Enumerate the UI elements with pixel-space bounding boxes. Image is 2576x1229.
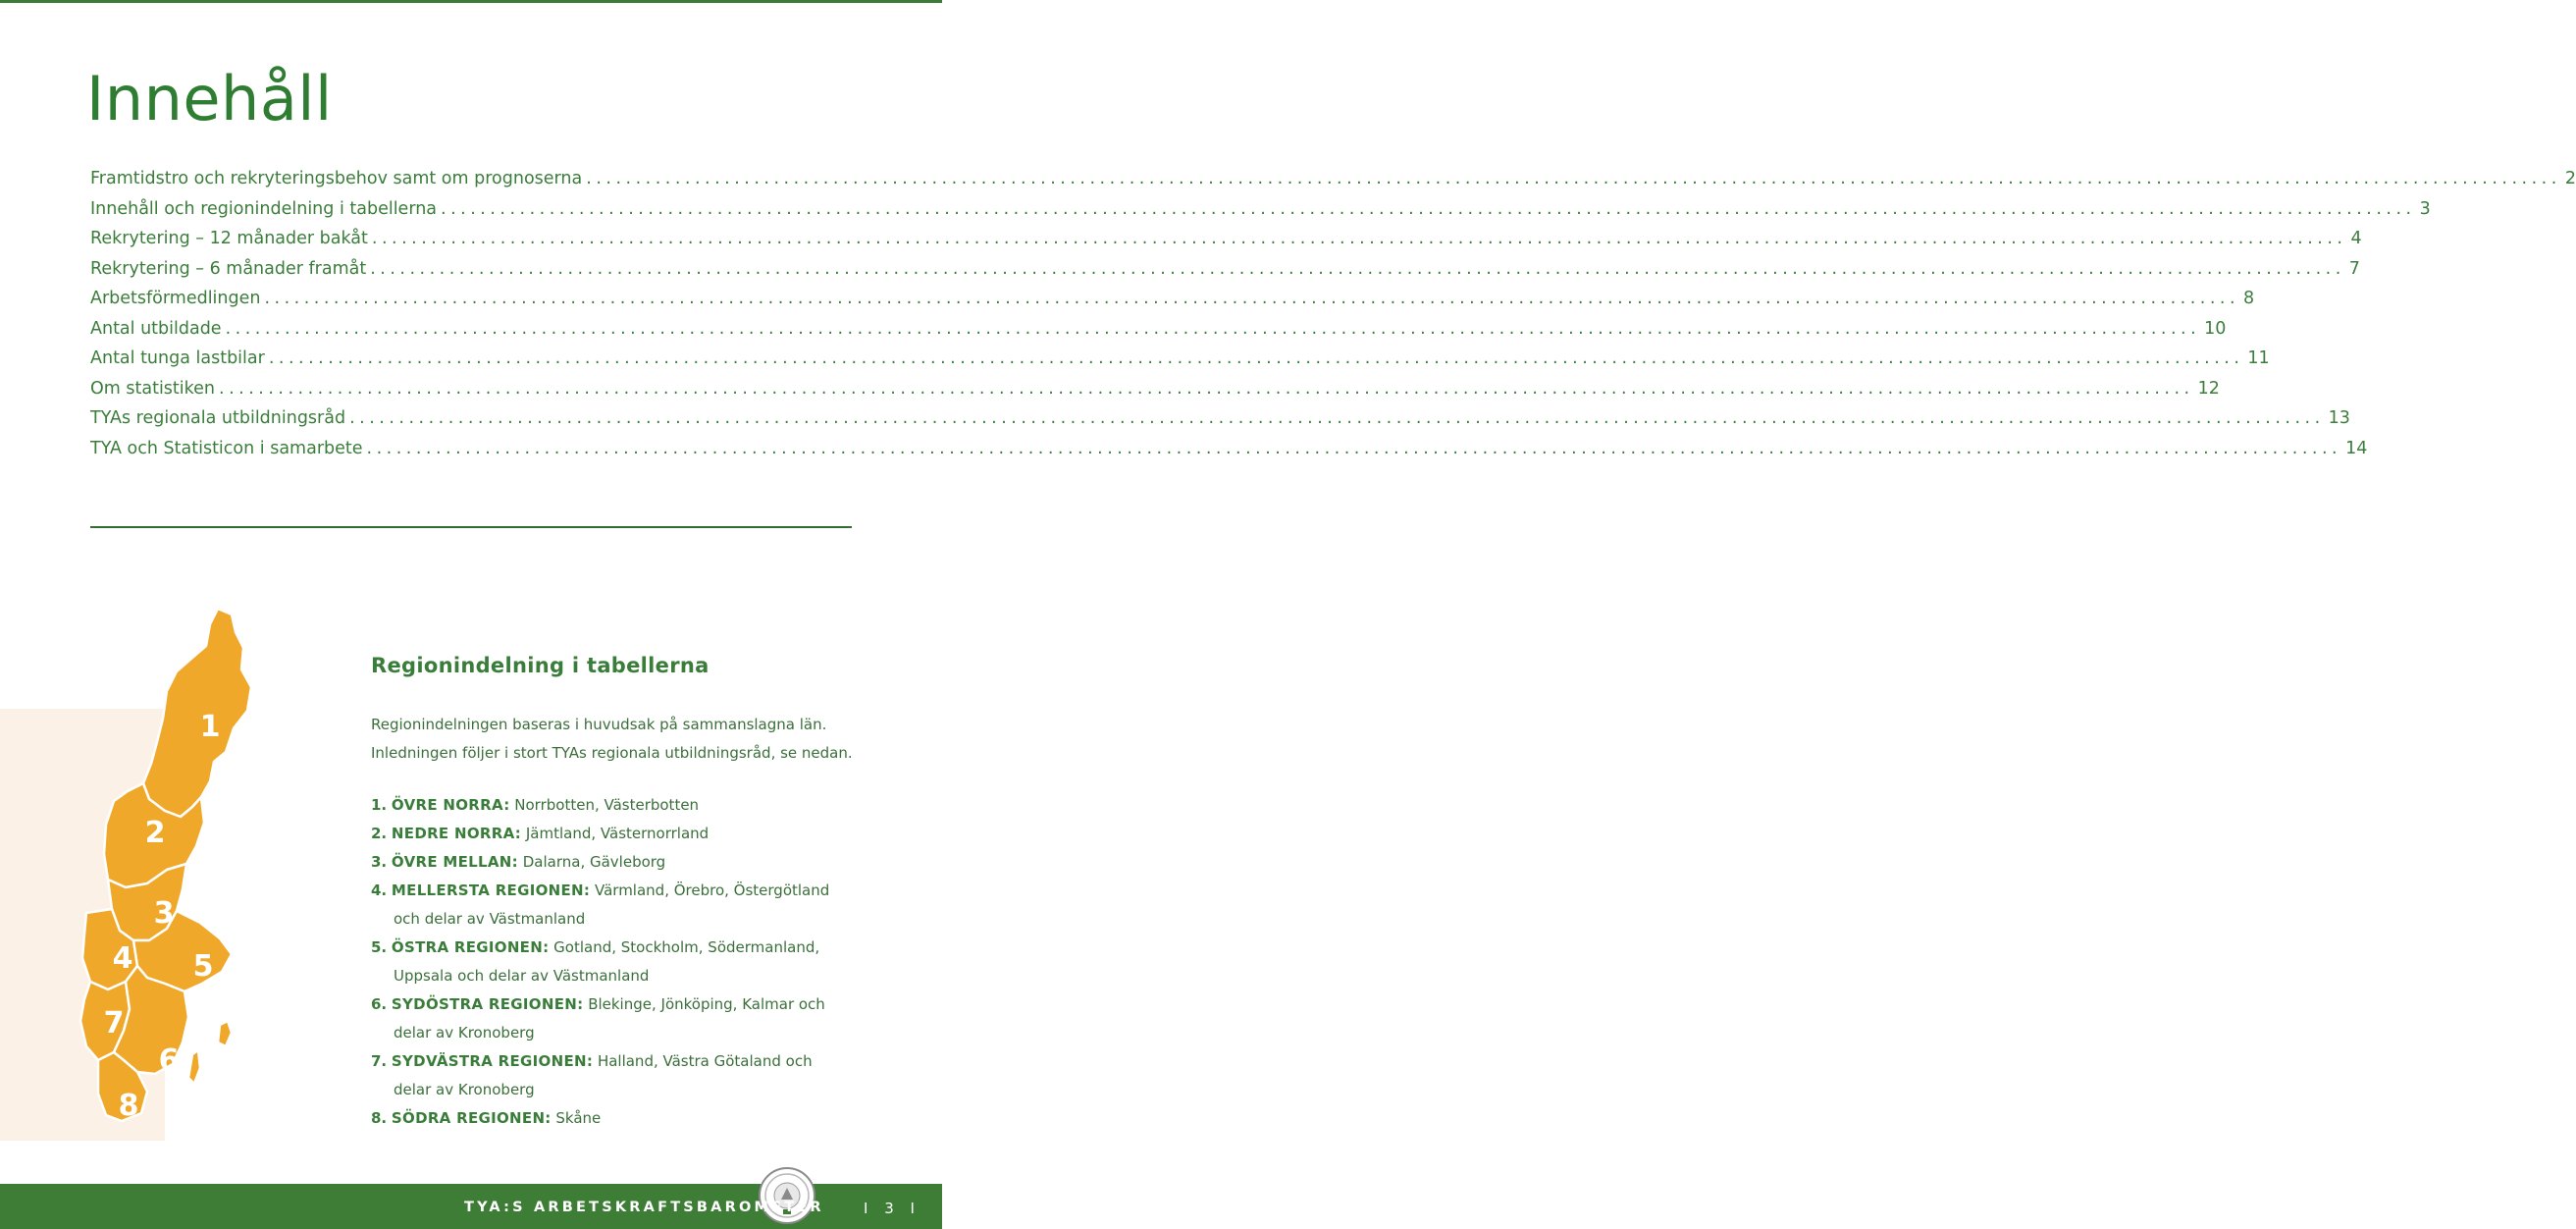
toc-entry-page: 12	[2197, 378, 2220, 399]
region-number: 1.	[371, 796, 388, 814]
toc-entry[interactable]	[90, 378, 2220, 409]
region-name: SYDVÄSTRA REGIONEN:	[391, 1052, 594, 1070]
region-list	[371, 791, 829, 1133]
toc-entry-label: Antal tunga lastbilar	[90, 348, 265, 368]
region-item	[371, 1104, 829, 1133]
region-number: 4.	[371, 882, 388, 899]
toc-leader-dots: ........................................................................................................................................................................................................	[370, 258, 2345, 279]
region-name: NEDRE NORRA:	[391, 825, 522, 842]
toc-leader-dots: ........................................................................................................................................................................................................	[219, 378, 2194, 399]
toc-leader-dots: ........................................................................................................................................................................................................	[349, 408, 2325, 428]
toc-entry-page: 11	[2247, 348, 2270, 368]
region-item	[371, 848, 829, 877]
region-name: SÖDRA REGIONEN:	[391, 1109, 552, 1127]
toc-entry-label: Rekrytering – 12 månader bakåt	[90, 229, 368, 248]
toc-leader-dots: ........................................................................................................................................................................................................	[225, 318, 2201, 339]
toc-entry[interactable]	[90, 258, 2360, 290]
region-counties: Skåne	[555, 1109, 602, 1127]
toc-entry-page: 2	[2564, 169, 2576, 188]
region-counties-continued: och delar av Västmanland	[394, 910, 586, 928]
region-counties: Jämtland, Västernorrland	[525, 825, 710, 842]
region-name: SYDÖSTRA REGIONEN:	[391, 995, 584, 1013]
region-intro-line: Inledningen följer i stort TYAs regionala utbildningsråd, se nedan.	[371, 744, 853, 762]
map-label-4: 4	[112, 941, 133, 976]
map-label-5: 5	[192, 949, 214, 984]
region-name: ÖSTRA REGIONEN:	[391, 938, 550, 956]
map-label-3: 3	[153, 896, 175, 931]
region-item	[371, 1047, 829, 1104]
toc-entry-label: Antal utbildade	[90, 318, 222, 339]
toc-leader-dots: ........................................................................................................................................................................................................	[264, 289, 2240, 308]
toc-entry[interactable]	[90, 289, 2255, 319]
toc-entry-page: 7	[2348, 258, 2360, 279]
toc-entry-label: Framtidstro och rekryteringsbehov samt om prognoserna	[90, 169, 583, 188]
toc-entry-label: Rekrytering – 6 månader framåt	[90, 258, 367, 279]
toc-entry-page: 14	[2345, 438, 2368, 458]
toc-leader-dots: ........................................................................................................................................................................................................	[586, 169, 2561, 188]
toc-leader-dots: ........................................................................................................................................................................................................	[268, 348, 2244, 368]
region-intro	[371, 711, 853, 768]
toc-entry-label: Arbetsförmedlingen	[90, 289, 261, 308]
region-counties: Halland, Västra Götaland och	[597, 1052, 813, 1070]
region-number: 6.	[371, 995, 388, 1013]
region-counties-continued: delar av Kronoberg	[394, 1024, 535, 1042]
region-name: ÖVRE MELLAN:	[391, 853, 518, 871]
toc-entry-page: 13	[2328, 408, 2350, 428]
toc-entry-label: TYAs regionala utbildningsråd	[90, 408, 346, 428]
region-item	[371, 934, 829, 990]
region-counties: Gotland, Stockholm, Södermanland,	[553, 938, 820, 956]
top-rule	[0, 0, 942, 3]
toc-entry[interactable]	[90, 438, 2368, 469]
region-item	[371, 877, 829, 934]
toc-entry-label: Innehåll och regionindelning i tabellerna	[90, 198, 438, 219]
toc-entry-page: 4	[2350, 229, 2362, 248]
toc-entry[interactable]	[90, 198, 2431, 230]
toc-entry[interactable]	[90, 229, 2362, 259]
toc-leader-dots: ........................................................................................................................................................................................................	[366, 438, 2342, 458]
footer-publication-title: TYA:S ARBETSKRAFTSBAROMETER	[464, 1200, 824, 1215]
map-label-7: 7	[103, 1006, 125, 1041]
toc-entry-page: 3	[2419, 198, 2431, 219]
region-heading: Regionindelning i tabellerna	[371, 654, 710, 677]
map-label-2: 2	[144, 816, 166, 850]
region-counties-continued: Uppsala och delar av Västmanland	[394, 967, 650, 985]
toc-leader-dots: ........................................................................................................................................................................................................	[371, 229, 2347, 248]
toc-entry[interactable]	[90, 169, 2576, 199]
footer-page-number: I 3 I	[864, 1200, 920, 1217]
region-name: MELLERSTA REGIONEN:	[391, 882, 591, 899]
region-counties: Dalarna, Gävleborg	[522, 853, 666, 871]
region-name: ÖVRE NORRA:	[391, 796, 510, 814]
map-island-gotland	[218, 1021, 232, 1046]
region-counties-continued: delar av Kronoberg	[394, 1081, 535, 1098]
region-number: 8.	[371, 1109, 388, 1127]
region-number: 5.	[371, 938, 388, 956]
toc-entry[interactable]	[90, 348, 2270, 379]
region-number: 7.	[371, 1052, 388, 1070]
toc-entry[interactable]	[90, 408, 2350, 439]
toc-entry-page: 8	[2243, 289, 2255, 308]
region-intro-line: Regionindelningen baseras i huvudsak på sammanslagna län.	[371, 716, 827, 733]
region-number: 3.	[371, 853, 388, 871]
map-island-oland	[188, 1050, 200, 1084]
region-item	[371, 820, 829, 848]
toc-entry-label: TYA och Statisticon i samarbete	[90, 438, 363, 458]
table-of-contents	[90, 169, 2576, 468]
tya-seal-logo	[758, 1166, 816, 1225]
region-item	[371, 990, 829, 1047]
region-counties: Blekinge, Jönköping, Kalmar och	[588, 995, 825, 1013]
region-number: 2.	[371, 825, 388, 842]
map-label-6: 6	[158, 1043, 180, 1078]
toc-entry-page: 10	[2204, 318, 2227, 339]
region-counties: Värmland, Örebro, Östergötland	[595, 882, 830, 899]
map-label-8: 8	[118, 1089, 139, 1123]
page-title: Innehåll	[86, 63, 333, 134]
toc-entry-label: Om statistiken	[90, 378, 216, 399]
map-region-1	[143, 609, 251, 817]
map-label-1: 1	[199, 710, 221, 744]
sweden-region-map	[0, 589, 255, 1139]
region-counties: Norrbotten, Västerbotten	[514, 796, 700, 814]
section-divider	[90, 526, 852, 528]
toc-entry[interactable]	[90, 318, 2227, 349]
region-item	[371, 791, 829, 820]
toc-leader-dots: ........................................................................................................................................................................................................	[441, 198, 2416, 219]
